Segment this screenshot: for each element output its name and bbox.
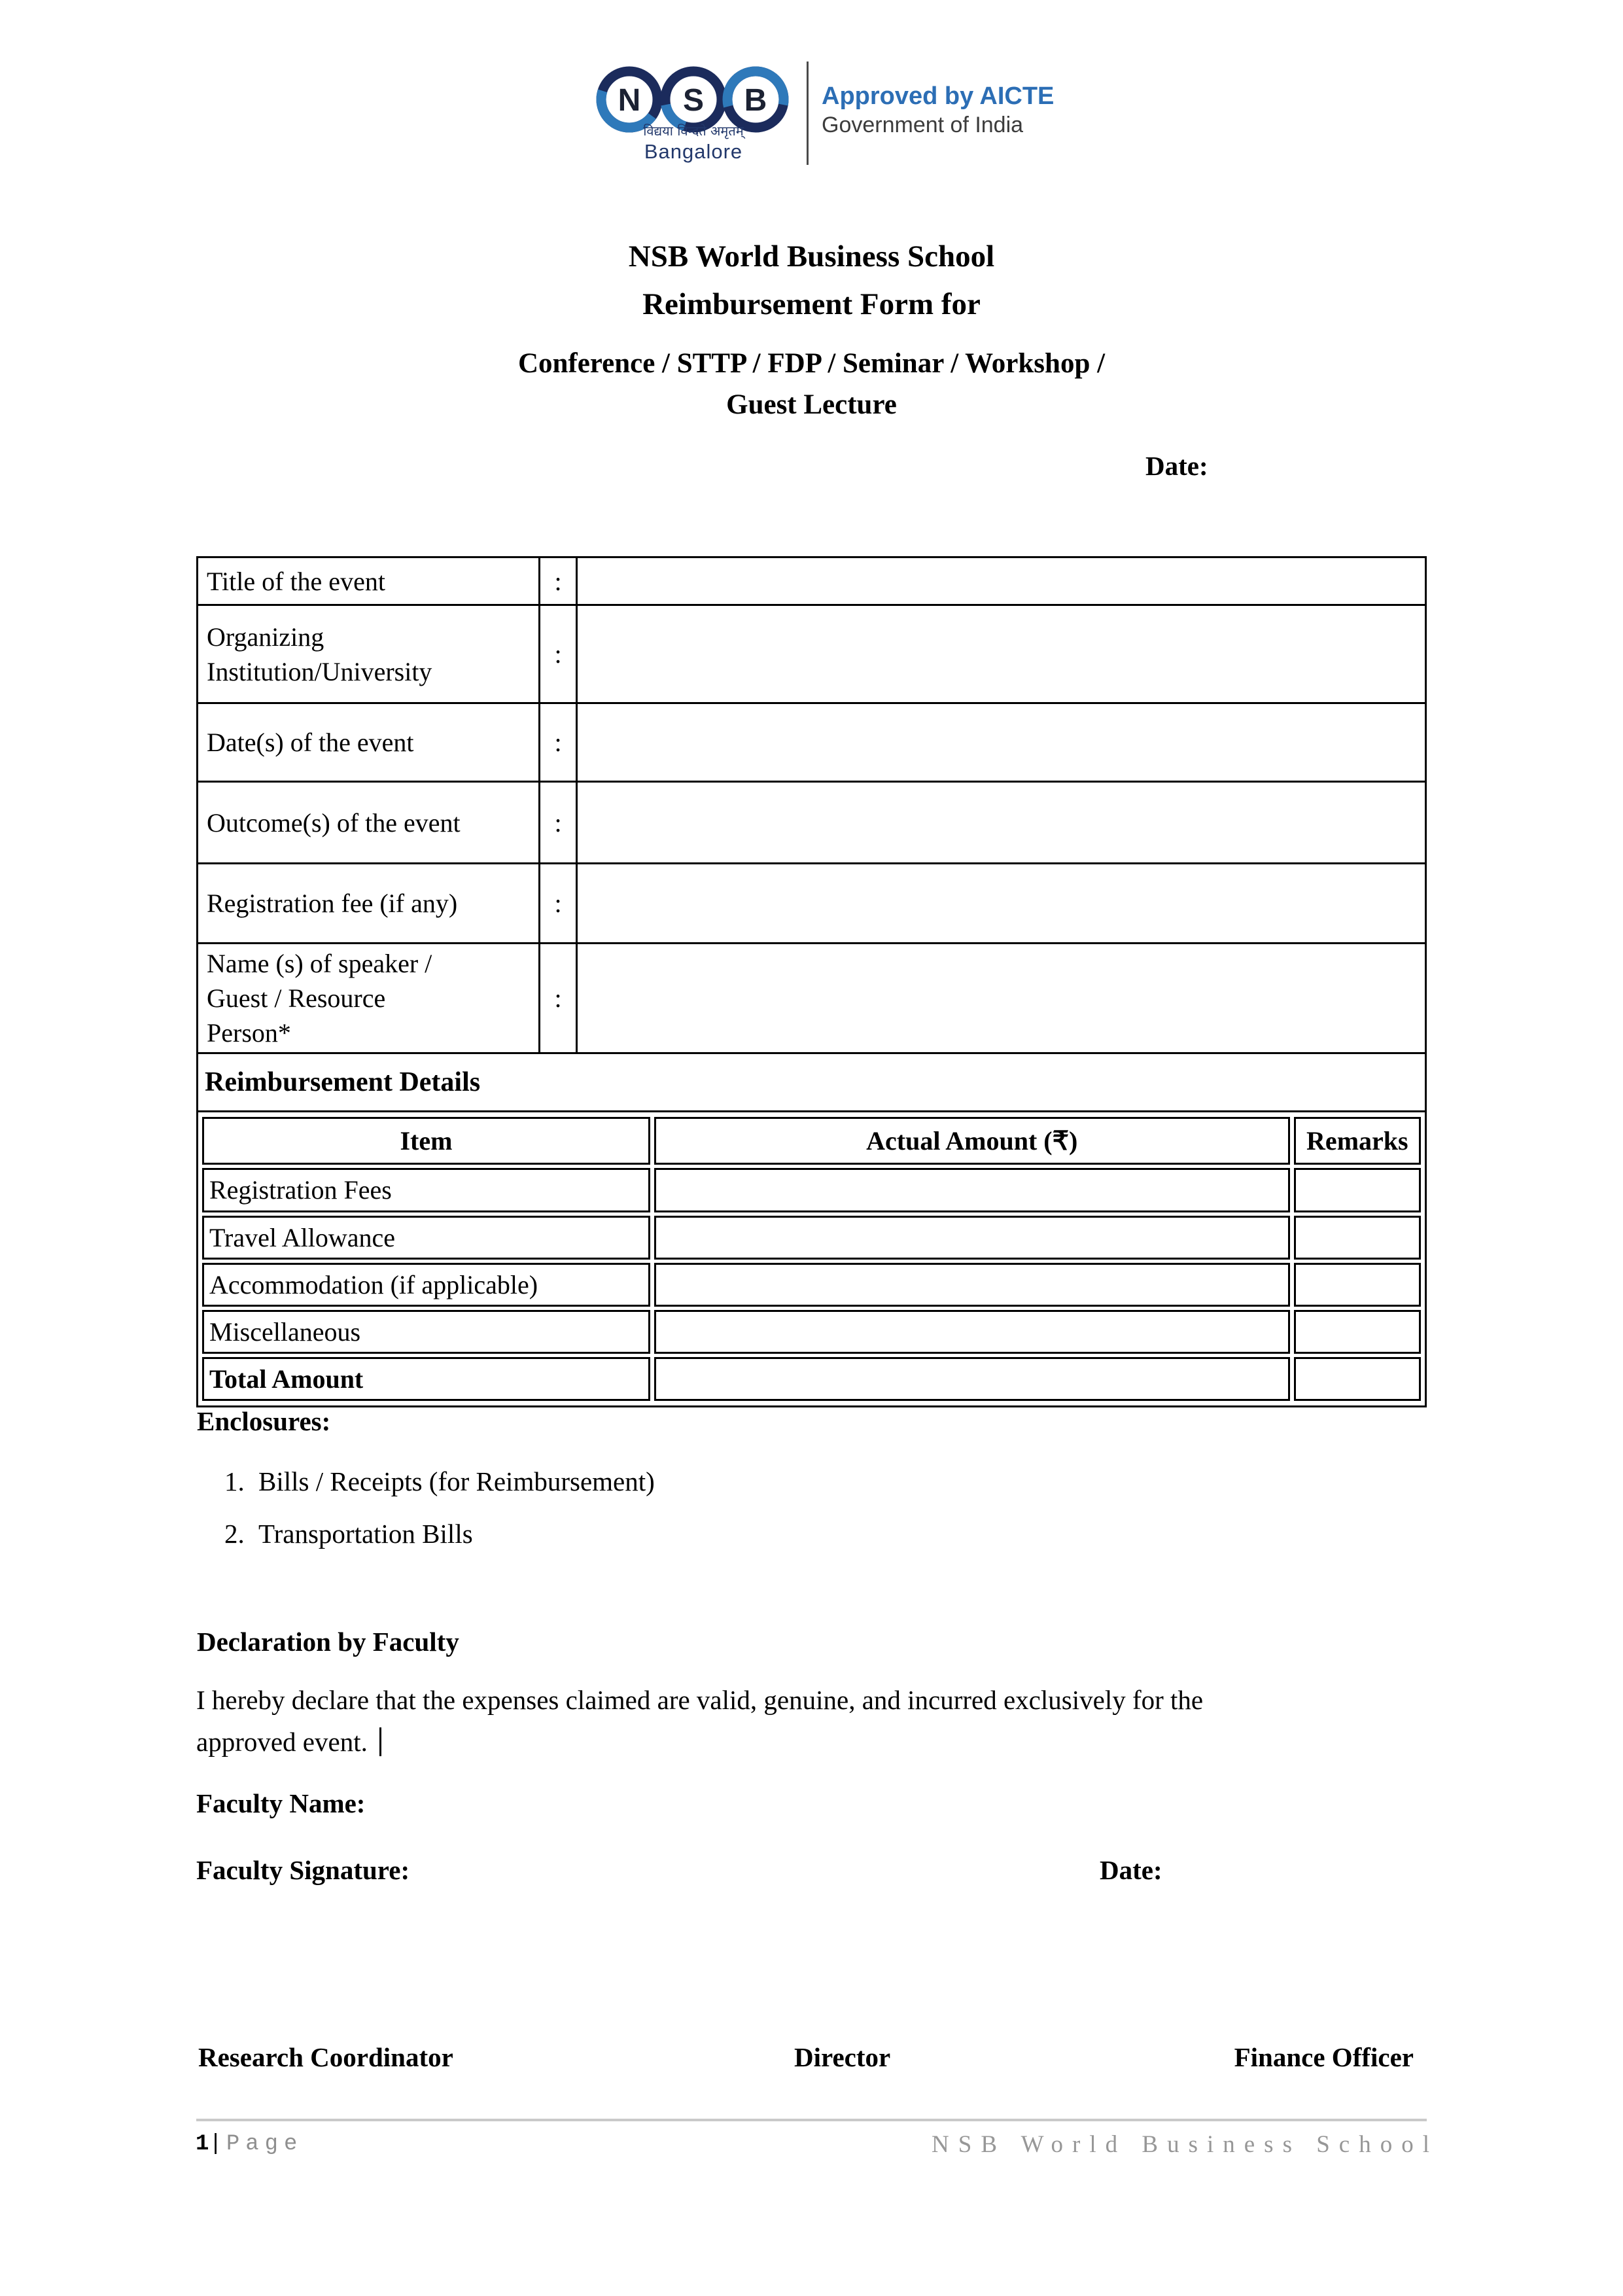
- organizing-institution-label: Organizing Institution/University: [198, 605, 540, 703]
- list-item-number: 1.: [224, 1466, 245, 1496]
- registration-fee-label: Registration fee (if any): [198, 864, 540, 944]
- table-row: [198, 1053, 1426, 1112]
- table-header-row: [202, 1117, 1421, 1165]
- list-item: [196, 1508, 655, 1560]
- signature-date-label[interactable]: Date:: [1100, 1855, 1162, 1885]
- logo-motto: विद्यया विन्दते अमृतम्: [643, 123, 744, 139]
- faculty-name-label[interactable]: Faculty Name:: [196, 1788, 366, 1818]
- accommodation-item: Accommodation (if applicable): [202, 1263, 650, 1307]
- document-title: [0, 233, 1623, 328]
- colon-cell: :: [540, 782, 577, 864]
- remarks-cell[interactable]: [1294, 1357, 1421, 1401]
- list-item-number: 2.: [224, 1519, 245, 1549]
- text-cursor: [379, 1727, 381, 1756]
- remarks-cell[interactable]: [1294, 1310, 1421, 1354]
- table-row: [202, 1263, 1421, 1307]
- organizing-institution-value-cell[interactable]: [577, 605, 1426, 703]
- logo-letter-n: N: [618, 83, 641, 118]
- list-item: [196, 1455, 655, 1508]
- table-row: [202, 1168, 1421, 1212]
- travel-allowance-item: Travel Allowance: [202, 1216, 650, 1260]
- miscellaneous-item: Miscellaneous: [202, 1310, 650, 1354]
- declaration-line-1: I hereby declare that the expenses claimed are valid, genuine, and incurred exclusively for the: [196, 1685, 1204, 1715]
- remarks-column-header: Remarks: [1294, 1117, 1421, 1165]
- title-line-1: NSB World Business School: [628, 239, 995, 274]
- event-outcomes-label: Outcome(s) of the event: [198, 782, 540, 864]
- registration-fee-value-cell[interactable]: [577, 864, 1426, 944]
- director-label: Director: [794, 2042, 891, 2072]
- table-row: [198, 605, 1426, 703]
- colon-cell: :: [540, 703, 577, 782]
- reimbursement-details-heading: Reimbursement Details: [198, 1053, 1426, 1112]
- logo-letter-b: B: [744, 83, 767, 118]
- event-outcomes-value-cell[interactable]: [577, 782, 1426, 864]
- amount-cell[interactable]: [654, 1263, 1290, 1307]
- total-amount-item: Total Amount: [202, 1357, 650, 1401]
- event-title-value-cell[interactable]: [577, 557, 1426, 605]
- event-dates-label: Date(s) of the event: [198, 703, 540, 782]
- event-details-table: [196, 556, 1427, 1407]
- remarks-cell[interactable]: [1294, 1216, 1421, 1260]
- actual-amount-column-header: Actual Amount (₹): [654, 1117, 1290, 1165]
- logo-approved-text: Approved by AICTE: [822, 82, 1055, 110]
- event-title-label: Title of the event: [198, 557, 540, 605]
- research-coordinator-label: Research Coordinator: [198, 2042, 453, 2072]
- faculty-signature-label[interactable]: Faculty Signature:: [196, 1855, 410, 1885]
- declaration-paragraph: [196, 1679, 1452, 1763]
- event-dates-value-cell[interactable]: [577, 703, 1426, 782]
- table-row: [198, 703, 1426, 782]
- title-line-2: Reimbursement Form for: [642, 287, 981, 321]
- enclosures-list: [196, 1455, 655, 1560]
- table-row: [202, 1357, 1421, 1401]
- logo-government-text: Government of India: [822, 113, 1024, 137]
- amount-cell[interactable]: [654, 1216, 1290, 1260]
- speaker-names-value-cell[interactable]: [577, 944, 1426, 1053]
- declaration-line-2: approved event.: [196, 1721, 1452, 1763]
- reimbursement-table: [198, 1114, 1425, 1404]
- table-row: [198, 782, 1426, 864]
- header-date-label: Date:: [1145, 451, 1208, 481]
- logo-divider: [807, 62, 809, 165]
- table-row: [198, 557, 1426, 605]
- total-amount-cell[interactable]: [654, 1357, 1290, 1401]
- item-column-header: Item: [202, 1117, 650, 1165]
- list-item-text: Transportation Bills: [258, 1519, 473, 1549]
- colon-cell: :: [540, 605, 577, 703]
- finance-officer-label: Finance Officer: [1234, 2042, 1414, 2072]
- speaker-names-label: Name (s) of speaker / Guest / Resource Person*: [198, 944, 540, 1053]
- table-row: [202, 1310, 1421, 1354]
- logo-city: Bangalore: [644, 140, 743, 163]
- footer-divider: [196, 2119, 1427, 2121]
- remarks-cell[interactable]: [1294, 1263, 1421, 1307]
- page-number: 1| Page: [196, 2132, 304, 2157]
- table-row: [198, 1112, 1426, 1407]
- amount-cell[interactable]: [654, 1310, 1290, 1354]
- footer-school-name: NSB World Business School: [932, 2131, 1439, 2158]
- colon-cell: :: [540, 864, 577, 944]
- registration-fees-item: Registration Fees: [202, 1168, 650, 1212]
- subtitle-line-1: Conference / STTP / FDP / Seminar / Workshop /: [517, 348, 1106, 379]
- colon-cell: :: [540, 944, 577, 1053]
- table-row: [198, 864, 1426, 944]
- declaration-heading: Declaration by Faculty: [197, 1627, 459, 1657]
- colon-cell: :: [540, 557, 577, 605]
- table-row: [202, 1216, 1421, 1260]
- amount-cell[interactable]: [654, 1168, 1290, 1212]
- subtitle-line-2: Guest Lecture: [726, 389, 897, 420]
- table-row: [198, 944, 1426, 1053]
- logo-letter-s: S: [682, 83, 705, 118]
- list-item-text: Bills / Receipts (for Reimbursement): [258, 1466, 655, 1496]
- remarks-cell[interactable]: [1294, 1168, 1421, 1212]
- reimbursement-table-container: [198, 1112, 1426, 1407]
- page-word: Page: [226, 2132, 304, 2157]
- enclosures-heading: Enclosures:: [197, 1406, 331, 1436]
- document-subtitle: [0, 343, 1623, 425]
